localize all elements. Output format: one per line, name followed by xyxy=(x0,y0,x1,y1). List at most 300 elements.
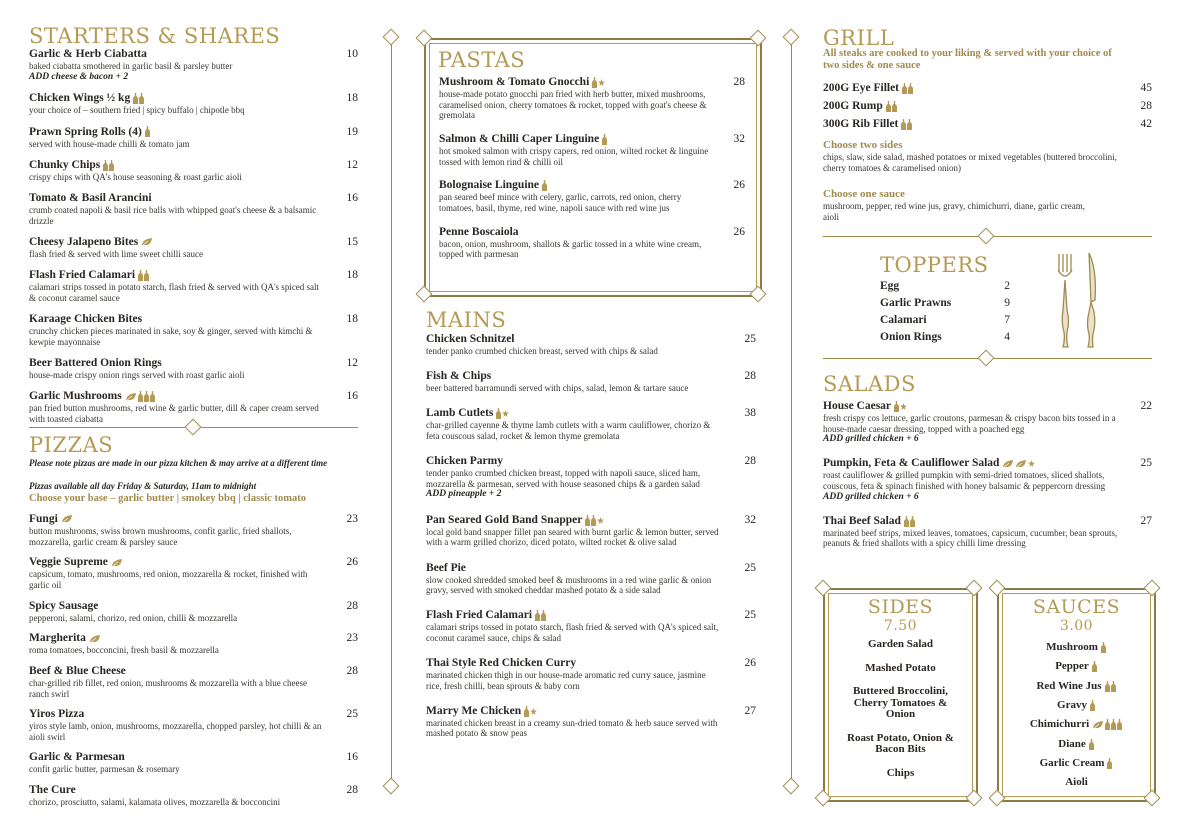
menu-item xyxy=(426,455,756,500)
dietary-icons xyxy=(1090,699,1096,712)
mains-title: MAINS xyxy=(426,308,507,332)
item-name: Beef Pie xyxy=(426,561,466,574)
dietary-icons xyxy=(61,513,74,526)
item-price: 16 xyxy=(346,192,358,205)
menu-item xyxy=(29,159,358,183)
menu-item xyxy=(439,226,745,260)
item-price: 25 xyxy=(1140,457,1152,470)
bottle-icon xyxy=(145,126,150,137)
item-description: pan seared beef mince with celery, garlic, carrots, red onion, cherry tomatoes, basil, thyme, red wine, napoli sauce with red wine jus xyxy=(439,192,682,213)
bottle-icon xyxy=(902,83,907,94)
item-price: 12 xyxy=(346,356,358,369)
menu-item xyxy=(823,400,1152,445)
divider-diamond xyxy=(978,228,995,245)
item-price: 16 xyxy=(346,751,358,764)
item-price: 12 xyxy=(346,158,358,171)
star-icon xyxy=(1028,460,1035,467)
divider-diamond xyxy=(383,778,400,795)
bottle-icon xyxy=(901,119,906,130)
menu-item xyxy=(29,357,358,381)
bottle-icon xyxy=(139,93,144,104)
item-name: Aioli xyxy=(1065,776,1088,789)
dietary-icons xyxy=(138,269,150,282)
column-divider-left xyxy=(391,42,392,780)
sauce-item xyxy=(999,641,1154,654)
grill-list xyxy=(823,82,1152,136)
item-name: Marry Me Chicken xyxy=(426,704,522,717)
bottle-icon xyxy=(103,160,108,171)
item-price: 32 xyxy=(744,513,756,526)
bottle-icon xyxy=(524,706,529,717)
bottle-icon xyxy=(1111,719,1116,730)
item-description: calamari strips tossed in potato starch, flash fried & served with QA's spiced salt & coconut caramel sauce xyxy=(29,282,320,304)
item-price: 26 xyxy=(733,225,745,238)
item-name: Chimichurri xyxy=(1029,718,1090,731)
item-price: 28 xyxy=(346,783,358,796)
sauce-item xyxy=(999,738,1154,751)
item-addon: ADD grilled chicken + 6 xyxy=(823,491,919,502)
item-price: 28 xyxy=(1140,100,1152,113)
item-description: flash fried & served with lime sweet chilli sauce xyxy=(29,249,203,260)
divider-diamond xyxy=(383,29,400,46)
sauces-list xyxy=(999,641,1154,789)
grill-item xyxy=(823,100,1152,113)
leaf-icon xyxy=(125,392,137,402)
item-price: 15 xyxy=(346,235,358,248)
item-price: 9 xyxy=(1004,297,1010,309)
item-price: 28 xyxy=(346,599,358,612)
item-description: crumb coated napoli & basil rice balls with whipped goat's cheese & a balsamic drizzle xyxy=(29,205,317,226)
menu-item xyxy=(426,705,756,739)
item-name: House Caesar xyxy=(823,400,892,413)
item-description: fresh crispy cos lettuce, garlic croutons, parmesan & crispy bacon bits tossed in a house-made caesar dressing, topped with a poached egg xyxy=(823,413,1116,434)
dietary-icons xyxy=(901,118,913,131)
item-name: Garlic Mushrooms xyxy=(29,390,122,403)
bottle-icon xyxy=(541,610,546,621)
star-icon xyxy=(502,410,509,417)
menu-item xyxy=(29,513,358,547)
item-description: house-made crispy onion rings served with roast garlic aioli xyxy=(29,369,245,380)
sides-price: 7.50 xyxy=(883,618,918,634)
leaf-icon xyxy=(141,237,153,247)
dietary-icons xyxy=(1089,738,1095,751)
pizza-note: Please note pizzas are made in our pizza kitchen & may arrive at a different time xyxy=(29,458,328,468)
dietary-icons xyxy=(902,82,914,95)
item-description: served with house-made chilli & tomato jam xyxy=(29,138,190,149)
sauces-price: 3.00 xyxy=(1059,618,1094,634)
bottle-icon xyxy=(138,270,143,281)
starters-title: STARTERS & SHARES xyxy=(29,24,281,48)
item-name: Lamb Cutlets xyxy=(426,407,494,420)
grill-sides-heading: Choose two sides xyxy=(823,139,903,151)
menu-item xyxy=(439,179,745,213)
bottle-icon xyxy=(1090,700,1095,711)
dietary-icons xyxy=(904,515,916,528)
column-divider-right xyxy=(791,42,792,780)
item-name: 200G Eye Fillet xyxy=(823,82,900,95)
grill-subtitle: All steaks are cooked to your liking & served with your choice of two sides & one sauce xyxy=(823,48,1112,71)
menu-item xyxy=(439,76,745,121)
sauces-title: SAUCES xyxy=(1032,596,1121,618)
bottle-icon xyxy=(1117,719,1122,730)
dietary-icons xyxy=(141,236,154,249)
item-description: marinated chicken breast in a creamy sun-dried tomato & herb sauce served with mashed potato & snow peas xyxy=(426,717,718,739)
item-name: Cheesy Jalapeno Bites xyxy=(29,236,139,249)
item-price: 26 xyxy=(733,179,745,192)
item-price: 23 xyxy=(346,513,358,525)
sauce-item xyxy=(999,776,1154,789)
bottle-icon xyxy=(886,101,891,112)
menu-item xyxy=(29,784,358,808)
bottle-icon xyxy=(133,93,138,104)
item-price: 10 xyxy=(346,48,358,60)
menu-item xyxy=(439,133,745,167)
item-name: Beef & Blue Cheese xyxy=(29,664,126,677)
pizza-base: Choose your base – garlic butter | smokey bbq | classic tomato xyxy=(29,493,306,504)
dietary-icons xyxy=(1092,660,1098,673)
item-name: Garlic Cream xyxy=(1039,757,1105,769)
item-addon: ADD cheese & bacon + 2 xyxy=(29,71,129,82)
item-price: 42 xyxy=(1140,118,1152,131)
sauce-item xyxy=(999,680,1154,693)
item-description: local gold band snapper fillet pan seared with burnt garlic & lemon butter, served with a warm grilled chorizo, diced potato, wilted rocket & olive salad xyxy=(426,526,719,548)
dietary-icons xyxy=(1002,457,1036,470)
item-price: 26 xyxy=(744,657,756,670)
bottle-icon xyxy=(144,270,149,281)
dietary-icons xyxy=(125,390,156,403)
item-name: Margherita xyxy=(29,632,86,645)
leaf-icon xyxy=(1015,459,1027,469)
item-name: Beer Battered Onion Rings xyxy=(29,356,162,369)
item-name: Chicken Parmy xyxy=(426,455,503,468)
dietary-icons xyxy=(1092,718,1123,731)
item-name: Calamari xyxy=(880,314,927,326)
bottle-icon xyxy=(1105,719,1110,730)
item-price: 23 xyxy=(346,632,358,645)
item-description: char-grilled cayenne & thyme lamb cutlets with a warm cauliflower, chorizo & feta couscous salad, rocket & lemon thyme gremolata xyxy=(426,420,711,441)
item-name: 300G Rib Fillet xyxy=(823,118,899,131)
menu-item xyxy=(426,407,756,441)
item-name: Thai Style Red Chicken Curry xyxy=(426,657,577,670)
item-description: yiros style lamb, onion, mushrooms, mozzarella, chopped parsley, hot chilli & an aioli swirl xyxy=(29,721,322,742)
starters-list xyxy=(29,48,358,434)
item-name: Prawn Spring Rolls (4) xyxy=(29,125,142,138)
menu-item xyxy=(29,192,358,226)
dietary-icons xyxy=(886,100,898,113)
item-name: Pumpkin, Feta & Cauliflower Salad xyxy=(823,457,1000,470)
toppers-list xyxy=(880,280,1010,348)
item-description: pan fried button mushrooms, red wine & garlic butter, dill & caper cream served with toasted ciabatta xyxy=(29,403,319,424)
item-price: 27 xyxy=(1140,514,1152,527)
bottle-icon xyxy=(910,516,915,527)
item-description: confit garlic butter, parmesan & rosemary xyxy=(29,764,180,775)
item-price: 45 xyxy=(1140,82,1152,94)
sauce-item xyxy=(999,718,1154,731)
item-price: 2 xyxy=(1004,280,1010,292)
dietary-icons xyxy=(535,609,547,622)
item-description: roma tomatoes, bocconcini, fresh basil & mozzarella xyxy=(29,645,219,656)
side-item: Mashed Potato xyxy=(865,661,936,674)
dietary-icons xyxy=(133,92,145,105)
item-name: Red Wine Jus xyxy=(1036,679,1102,692)
topper-item xyxy=(880,280,1010,293)
item-price: 32 xyxy=(733,132,745,145)
item-name: Gravy xyxy=(1057,699,1087,712)
item-description: char-grilled rib fillet, red onion, mushrooms & mozzarella with a blue cheese ranch swirl xyxy=(29,677,307,699)
item-description: tender panko crumbed chicken breast, served with chips & salad xyxy=(426,346,658,356)
divider-diamond xyxy=(978,350,995,367)
divider-diamond xyxy=(783,29,800,46)
item-name: Chunky Chips xyxy=(29,158,101,171)
item-name: Tomato & Basil Arancini xyxy=(29,192,152,205)
menu-item xyxy=(29,708,358,742)
item-name: Fungi xyxy=(29,513,58,526)
item-name: Garlic Prawns xyxy=(880,297,952,309)
dietary-icons xyxy=(1101,641,1107,654)
item-name: Veggie Supreme xyxy=(29,556,108,569)
menu-item xyxy=(29,600,358,624)
item-description: tender panko crumbed chicken breast, topped with napoli sauce, sliced ham, mozzarella & parmesan, served with house seasoned chips & a garden salad xyxy=(426,468,701,489)
side-item: Buttered Broccolini, Cherry Tomatoes & Onion xyxy=(853,685,948,720)
side-item: Roast Potato, Onion & Bacon Bits xyxy=(847,731,954,755)
item-name: Pan Seared Gold Band Snapper xyxy=(426,513,583,526)
dietary-icons xyxy=(1105,680,1117,693)
item-description: house-made potato gnocchi pan fried with herb butter, mixed mushrooms, caramelised onion, cherry tomatoes & rocket, topped with goat's cheese & gremolata xyxy=(439,89,707,121)
dietary-icons xyxy=(103,159,115,172)
item-name: Salmon & Chilli Caper Linguine xyxy=(439,133,600,146)
menu-item xyxy=(823,457,1152,502)
sides-section xyxy=(825,598,976,791)
item-price: 25 xyxy=(744,333,756,345)
item-name: Mushroom xyxy=(1046,641,1098,654)
side-item: Garden Salad xyxy=(867,638,934,650)
bottle-icon xyxy=(1092,661,1097,672)
menu-item xyxy=(29,632,358,656)
dietary-icons xyxy=(1107,757,1113,770)
bottle-icon xyxy=(591,515,596,526)
bottle-icon xyxy=(1101,642,1106,653)
item-price: 16 xyxy=(346,390,358,403)
dietary-icons xyxy=(542,179,548,192)
item-description: capsicum, tomato, mushrooms, red onion, mozzarella & rocket, finished with garlic oil xyxy=(29,569,308,591)
item-price: 18 xyxy=(346,92,358,105)
item-description: pepperoni, salami, chorizo, red onion, chilli & mozzarella xyxy=(29,612,238,623)
item-name: Egg xyxy=(880,280,900,292)
dietary-icons xyxy=(89,632,102,645)
pastas-list xyxy=(439,76,745,272)
bottle-icon xyxy=(109,160,114,171)
menu-item xyxy=(426,370,756,394)
dietary-icons xyxy=(602,133,608,146)
item-price: 25 xyxy=(744,561,756,574)
bottle-icon xyxy=(1111,681,1116,692)
item-name: Thai Beef Salad xyxy=(823,514,901,527)
item-price: 28 xyxy=(744,370,756,383)
menu-item xyxy=(29,313,358,347)
mains-list xyxy=(426,333,756,753)
star-icon xyxy=(597,517,604,524)
item-name: Flash Fried Calamari xyxy=(29,269,136,282)
sides-title: SIDES xyxy=(867,596,934,618)
divider-diamond xyxy=(783,778,800,795)
topper-item xyxy=(880,297,1010,310)
item-price: 28 xyxy=(733,76,745,88)
bottle-icon xyxy=(1089,739,1094,750)
grill-sauce-heading: Choose one sauce xyxy=(823,188,905,200)
bottle-icon xyxy=(1105,681,1110,692)
item-description: button mushrooms, swiss brown mushrooms, confit garlic, fried shallots, mozzarella, garlic cream & parsley sauce xyxy=(29,526,292,547)
item-name: Chicken Wings ½ kg xyxy=(29,92,131,105)
item-description: roast cauliflower & grilled pumpkin with semi-dried tomatoes, sliced shallots, couscous, feta & spinach finished with honey balsamic & peppercorn dressing xyxy=(823,470,1106,492)
item-name: Onion Rings xyxy=(880,331,942,343)
menu-item xyxy=(29,751,358,775)
sauce-item xyxy=(999,660,1154,673)
bottle-icon xyxy=(592,77,597,88)
grill-sauce-desc: mushroom, pepper, red wine jus, gravy, chimichurri, diane, garlic cream, aioli xyxy=(823,201,1085,222)
item-name: Mushroom & Tomato Gnocchi xyxy=(439,76,590,89)
item-name: Fish & Chips xyxy=(426,370,492,383)
star-icon xyxy=(900,403,907,410)
side-item: Chips xyxy=(886,766,915,779)
item-description: baked ciabatta smothered in garlic basil & parsley butter xyxy=(29,61,233,71)
bottle-icon xyxy=(892,101,897,112)
salads-title: SALADS xyxy=(823,372,916,396)
leaf-icon xyxy=(111,558,123,568)
menu-item xyxy=(29,556,358,590)
item-name: Yiros Pizza xyxy=(29,708,85,721)
item-name: Garlic & Parmesan xyxy=(29,751,125,764)
menu-item xyxy=(426,657,756,691)
bottle-icon xyxy=(138,391,143,402)
item-name: Spicy Sausage xyxy=(29,599,99,612)
dietary-icons xyxy=(592,76,606,89)
item-price: 4 xyxy=(1004,331,1010,343)
menu-item xyxy=(426,609,756,643)
toppers-title: TOPPERS xyxy=(880,253,989,277)
menu-item xyxy=(29,269,358,303)
item-description: marinated chicken thigh in our house-made aromatic red curry sauce, jasmine rice, fresh chilli, bean sprouts & baby corn xyxy=(426,670,706,691)
bottle-icon xyxy=(894,401,899,412)
item-name: Karaage Chicken Bites xyxy=(29,313,143,326)
item-price: 25 xyxy=(346,708,358,721)
menu-item xyxy=(426,562,756,596)
item-addon: ADD grilled chicken + 6 xyxy=(823,434,919,445)
menu-item xyxy=(29,236,358,260)
menu-item xyxy=(823,515,1152,549)
item-price: 26 xyxy=(346,556,358,569)
bottle-icon xyxy=(144,391,149,402)
dietary-icons xyxy=(585,514,605,527)
bottle-icon xyxy=(908,83,913,94)
grill-sides-desc: chips, slaw, side salad, mashed potatoes or mixed vegetables (buttered broccolini, cherry tomatoes & caramelised onion) xyxy=(823,152,1117,173)
sauces-section xyxy=(999,598,1154,796)
bottle-icon xyxy=(1107,758,1112,769)
item-name: Pepper xyxy=(1055,660,1089,673)
pizzas-title: PIZZAS xyxy=(29,433,114,457)
bottle-icon xyxy=(585,515,590,526)
item-price: 25 xyxy=(744,609,756,622)
sauce-item xyxy=(999,757,1154,770)
bottle-icon xyxy=(602,134,607,145)
bottle-icon xyxy=(496,408,501,419)
pastas-title: PASTAS xyxy=(438,48,526,72)
sauce-item xyxy=(999,699,1154,712)
menu-item xyxy=(426,514,756,548)
grill-item xyxy=(823,82,1152,95)
item-description: your choice of – southern fried | spicy buffalo | chipotle bbq xyxy=(29,105,245,116)
bottle-icon xyxy=(907,119,912,130)
pizzas-list xyxy=(29,513,358,817)
menu-item xyxy=(29,48,358,83)
topper-item xyxy=(880,314,1010,327)
bottle-icon xyxy=(535,610,540,621)
item-description: crunchy chicken pieces marinated in sake, soy & ginger, served with kimchi & kewpie mayonnaise xyxy=(29,326,313,347)
item-addon: ADD pineapple + 2 xyxy=(426,489,502,500)
item-price: 22 xyxy=(1140,400,1152,412)
sides-list xyxy=(825,639,976,779)
topper-item xyxy=(880,331,1010,344)
item-name: 200G Rump xyxy=(823,100,883,113)
dietary-icons xyxy=(894,400,908,413)
bottle-icon xyxy=(904,516,909,527)
pizza-availability: Pizzas available all day Friday & Saturday, 11am to midnight xyxy=(29,481,257,491)
bottle-icon xyxy=(150,391,155,402)
menu-item xyxy=(426,333,756,357)
star-icon xyxy=(530,708,537,715)
item-price: 19 xyxy=(346,125,358,138)
item-name: Penne Boscaiola xyxy=(439,225,519,238)
item-price: 38 xyxy=(744,407,756,420)
item-price: 28 xyxy=(346,664,358,677)
item-description: slow cooked shredded smoked beef & mushrooms in a red wine garlic & onion gravy, served with smoked cheddar mashed potato & a side salad xyxy=(426,574,712,596)
item-description: crispy chips with QA's house seasoning & roast garlic aioli xyxy=(29,171,242,182)
menu-item xyxy=(29,665,358,699)
grill-item xyxy=(823,118,1152,131)
item-name: The Cure xyxy=(29,783,76,796)
grill-title: GRILL xyxy=(823,26,895,50)
leaf-icon xyxy=(61,514,73,524)
leaf-icon xyxy=(89,634,101,644)
item-description: beer battered barramundi served with chips, salad, lemon & tartare sauce xyxy=(426,383,689,394)
item-description: bacon, onion, mushroom, shallots & garlic tossed in a white wine cream, topped with parmesan xyxy=(439,238,702,260)
menu-item xyxy=(29,92,358,116)
dietary-icons xyxy=(524,705,538,718)
item-name: Garlic & Herb Ciabatta xyxy=(29,48,147,60)
item-price: 28 xyxy=(744,455,756,468)
leaf-icon xyxy=(1092,720,1104,730)
item-name: Flash Fried Calamari xyxy=(426,609,533,622)
item-name: Chicken Schnitzel xyxy=(426,333,515,345)
item-description: calamari strips tossed in potato starch, flash fried & served with QA's spiced salt, coconut caramel sauce, chips & salad xyxy=(426,622,719,643)
item-price: 18 xyxy=(346,269,358,282)
star-icon xyxy=(598,79,605,86)
item-price: 7 xyxy=(1004,314,1010,326)
item-price: 18 xyxy=(346,313,358,326)
leaf-icon xyxy=(1002,459,1014,469)
item-name: Diane xyxy=(1058,737,1086,750)
salads-list xyxy=(823,400,1152,561)
item-price: 27 xyxy=(744,704,756,717)
dietary-icons xyxy=(145,126,151,139)
bottle-icon xyxy=(542,180,547,191)
item-description: chorizo, prosciutto, salami, kalamata olives, mozzarella & bocconcini xyxy=(29,796,281,807)
item-description: hot smoked salmon with crispy capers, red onion, wilted rocket & linguine tossed with lemon rind & chilli oil xyxy=(439,146,709,167)
cutlery-icon xyxy=(1053,250,1101,355)
menu-item xyxy=(29,126,358,150)
dietary-icons xyxy=(496,407,510,420)
item-name: Bolognaise Linguine xyxy=(439,179,540,192)
item-description: marinated beef strips, mixed leaves, tomatoes, capsicum, cucumber, bean sprouts, peanuts & fried shallots with a spicy chilli lime dressing xyxy=(823,527,1118,549)
